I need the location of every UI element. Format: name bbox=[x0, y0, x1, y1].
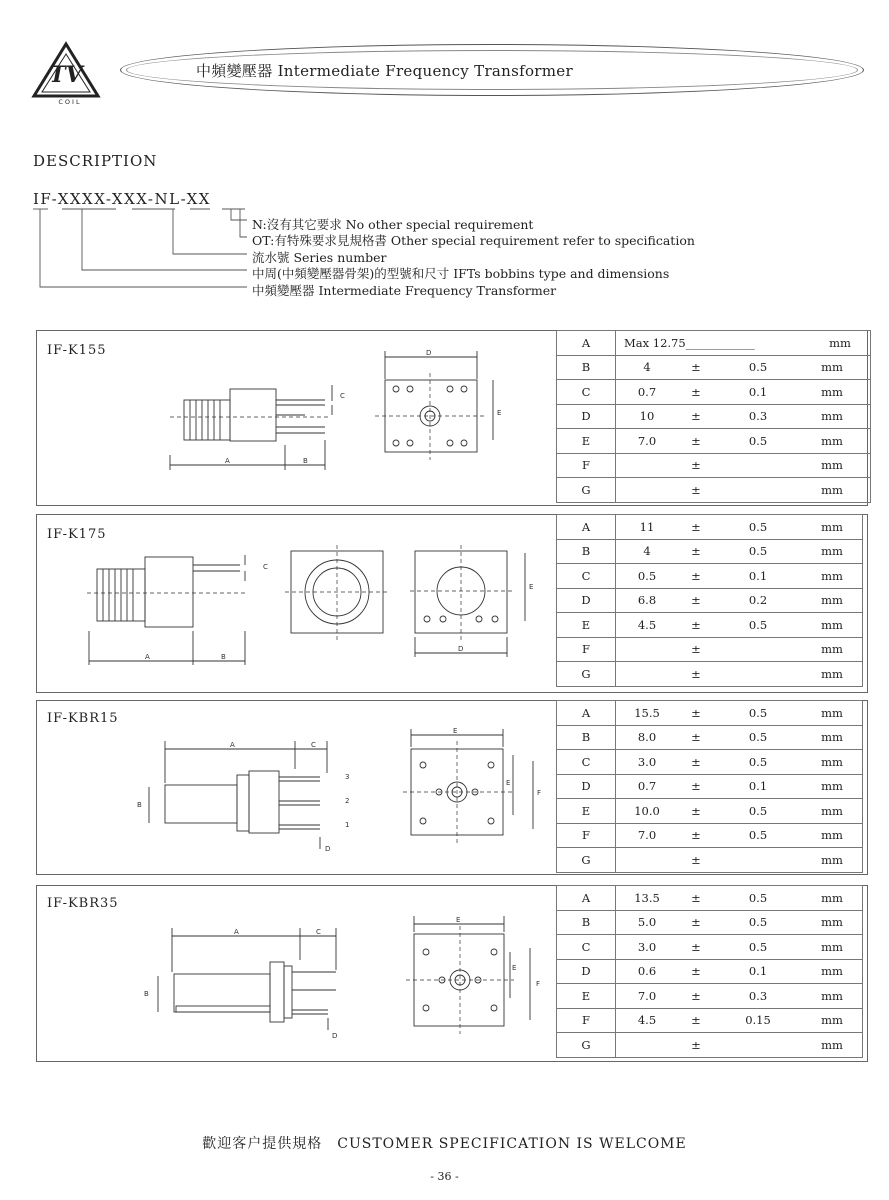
dim-max-value: Max 12.75____________ bbox=[624, 335, 755, 350]
dim-key: F bbox=[557, 637, 616, 662]
table-row bbox=[557, 984, 863, 1009]
dim-key: G bbox=[557, 662, 616, 687]
description-heading: DESCRIPTION bbox=[33, 152, 158, 170]
dim-label-e2: E bbox=[506, 779, 511, 787]
table-row bbox=[557, 823, 863, 848]
dim-unit: mm bbox=[821, 803, 843, 818]
table-row bbox=[557, 564, 863, 589]
footer-text: 歡迎客户提供規格 CUSTOMER SPECIFICATION IS WELCOME bbox=[202, 1136, 687, 1152]
dim-unit: mm bbox=[821, 544, 843, 559]
plus-minus: ± bbox=[691, 890, 701, 905]
dim-label-e: E bbox=[529, 583, 534, 591]
dim-key: F bbox=[557, 823, 616, 848]
table-row bbox=[557, 959, 863, 984]
dim-value: 10.0 bbox=[634, 803, 660, 818]
dim-tolerance: 0.5 bbox=[748, 915, 768, 930]
dim-key: G bbox=[557, 478, 616, 503]
dim-value: 0.7 bbox=[637, 779, 657, 794]
spec-table-kbr15 bbox=[556, 700, 863, 873]
dim-tolerance: 0.5 bbox=[748, 617, 768, 632]
dim-key: E bbox=[557, 799, 616, 824]
plus-minus: ± bbox=[691, 939, 701, 954]
product-label: IF-KBR15 bbox=[47, 711, 119, 726]
dim-tolerance: 0.5 bbox=[748, 705, 768, 720]
plus-minus: ± bbox=[691, 988, 701, 1003]
table-row bbox=[557, 1008, 863, 1033]
plus-minus: ± bbox=[691, 730, 701, 745]
table-row bbox=[557, 799, 863, 824]
dim-unit: mm bbox=[821, 890, 843, 905]
drawing-k155 bbox=[160, 345, 500, 480]
table-row bbox=[557, 355, 871, 380]
plus-minus: ± bbox=[691, 803, 701, 818]
plus-minus: ± bbox=[691, 360, 701, 375]
dim-label-c: C bbox=[316, 928, 321, 936]
dim-unit: mm bbox=[821, 1013, 843, 1028]
dim-key: E bbox=[557, 984, 616, 1009]
dim-tolerance: 0.5 bbox=[748, 433, 768, 448]
table-row bbox=[557, 515, 863, 540]
drawing-kbr15 bbox=[135, 725, 555, 855]
plus-minus: ± bbox=[691, 705, 701, 720]
dim-tolerance: 0.1 bbox=[748, 964, 768, 979]
plus-minus: ± bbox=[691, 642, 701, 657]
table-row bbox=[557, 588, 863, 613]
dim-unit: mm bbox=[821, 384, 843, 399]
dim-tolerance: 0.1 bbox=[748, 779, 768, 794]
dim-unit: mm bbox=[821, 433, 843, 448]
dim-label-d: D bbox=[325, 845, 331, 853]
dim-unit: mm bbox=[821, 915, 843, 930]
dim-label-a: A bbox=[230, 741, 235, 749]
dim-unit: mm bbox=[821, 642, 843, 657]
dim-key: A bbox=[557, 515, 616, 540]
dim-unit: mm bbox=[821, 519, 843, 534]
page-number: - 36 - bbox=[430, 1170, 459, 1183]
table-row bbox=[557, 613, 863, 638]
dim-key: C bbox=[557, 935, 616, 960]
dim-label-a: A bbox=[234, 928, 239, 936]
dim-value: 4.5 bbox=[637, 617, 657, 632]
dim-label-b: B bbox=[221, 653, 226, 661]
plus-minus: ± bbox=[691, 828, 701, 843]
table-row bbox=[557, 380, 871, 405]
dim-label-d: D bbox=[332, 1032, 338, 1040]
spec-table-k175 bbox=[556, 514, 863, 687]
product-label: IF-K175 bbox=[47, 527, 107, 542]
dim-tolerance: 0.5 bbox=[748, 939, 768, 954]
plus-minus: ± bbox=[691, 852, 701, 867]
table-row bbox=[557, 750, 863, 775]
dim-key: G bbox=[557, 1033, 616, 1058]
dim-label-e: E bbox=[453, 727, 458, 735]
plus-minus: ± bbox=[691, 1013, 701, 1028]
description-bracket-lines bbox=[0, 0, 889, 300]
table-row bbox=[557, 935, 863, 960]
dim-unit: mm bbox=[821, 779, 843, 794]
dim-unit: mm bbox=[821, 939, 843, 954]
table-row bbox=[557, 725, 863, 750]
dim-value: 3.0 bbox=[637, 754, 657, 769]
dim-key: F bbox=[557, 1008, 616, 1033]
plus-minus: ± bbox=[691, 754, 701, 769]
product-label: IF-KBR35 bbox=[47, 896, 119, 911]
part-code: IF-XXXX-XXX-NL-XX bbox=[33, 190, 211, 208]
desc-line-ot: OT:有特殊要求見規格書 Other special requirement refer to specification bbox=[252, 233, 695, 248]
dim-label-e2: E bbox=[512, 964, 517, 972]
dim-key: G bbox=[557, 848, 616, 873]
dim-key: A bbox=[557, 701, 616, 726]
dim-label-d: D bbox=[458, 645, 464, 653]
plus-minus: ± bbox=[691, 519, 701, 534]
dim-unit: mm bbox=[821, 666, 843, 681]
dim-value: 11 bbox=[639, 519, 655, 534]
dim-tolerance: 0.5 bbox=[748, 544, 768, 559]
dim-tolerance: 0.5 bbox=[748, 730, 768, 745]
plus-minus: ± bbox=[691, 593, 701, 608]
dim-key: D bbox=[557, 959, 616, 984]
dim-key: A bbox=[557, 331, 616, 356]
dim-key: C bbox=[557, 750, 616, 775]
plus-minus: ± bbox=[691, 544, 701, 559]
dim-label-f: F bbox=[537, 789, 542, 797]
table-row bbox=[557, 478, 871, 503]
dim-unit: mm bbox=[821, 617, 843, 632]
dim-key: D bbox=[557, 774, 616, 799]
table-row bbox=[557, 886, 863, 911]
dim-key: B bbox=[557, 539, 616, 564]
plus-minus: ± bbox=[691, 617, 701, 632]
desc-line-bobbin: 中周(中頻變壓器骨架)的型號和尺寸 IFTs bobbins type and dimensions bbox=[252, 266, 670, 281]
table-row bbox=[557, 453, 871, 478]
dim-value: 4 bbox=[643, 360, 651, 375]
table-row bbox=[557, 701, 863, 726]
page-title: 中頻變壓器 Intermediate Frequency Transformer bbox=[196, 62, 573, 80]
logo-text: TV bbox=[49, 62, 83, 88]
dim-value: 6.8 bbox=[637, 593, 657, 608]
dim-value: 0.5 bbox=[637, 568, 657, 583]
plus-minus: ± bbox=[691, 433, 701, 448]
plus-minus: ± bbox=[691, 964, 701, 979]
drawing-kbr35 bbox=[140, 912, 555, 1042]
dim-value: 4 bbox=[643, 544, 651, 559]
dim-value: 13.5 bbox=[634, 890, 660, 905]
table-row bbox=[557, 848, 863, 873]
dim-unit: mm bbox=[821, 730, 843, 745]
spec-table-kbr35 bbox=[556, 885, 863, 1058]
plus-minus: ± bbox=[691, 666, 701, 681]
table-row bbox=[557, 662, 863, 687]
dim-unit: mm bbox=[821, 705, 843, 720]
dim-label-c: C bbox=[311, 741, 316, 749]
dim-tolerance: 0.1 bbox=[748, 568, 768, 583]
dim-key: B bbox=[557, 725, 616, 750]
dim-unit: mm bbox=[821, 988, 843, 1003]
dim-unit: mm bbox=[821, 593, 843, 608]
plus-minus: ± bbox=[691, 384, 701, 399]
dim-key: A bbox=[557, 886, 616, 911]
dim-label-b: B bbox=[137, 801, 142, 809]
table-row bbox=[557, 910, 863, 935]
dim-label-c: C bbox=[263, 563, 268, 571]
dim-unit: mm bbox=[821, 828, 843, 843]
dim-unit: mm bbox=[821, 409, 843, 424]
dim-unit: mm bbox=[829, 335, 851, 350]
dim-label-c: C bbox=[340, 392, 345, 400]
dim-label-e: E bbox=[497, 409, 502, 417]
plus-minus: ± bbox=[691, 482, 701, 497]
drawing-k175 bbox=[85, 545, 555, 665]
dim-value: 4.5 bbox=[637, 1013, 657, 1028]
desc-line-n: N:沒有其它要求 No other special requirement bbox=[252, 217, 534, 232]
dim-label-b: B bbox=[144, 990, 149, 998]
dim-value: 7.0 bbox=[637, 988, 657, 1003]
plus-minus: ± bbox=[691, 915, 701, 930]
pin-label-2: 2 bbox=[345, 797, 350, 805]
dim-tolerance: 0.5 bbox=[748, 890, 768, 905]
dim-value: 7.0 bbox=[637, 433, 657, 448]
dim-unit: mm bbox=[821, 1037, 843, 1052]
dim-value: 10 bbox=[639, 409, 655, 424]
plus-minus: ± bbox=[691, 1037, 701, 1052]
plus-minus: ± bbox=[691, 458, 701, 473]
dim-unit: mm bbox=[821, 482, 843, 497]
desc-line-ift: 中頻變壓器 Intermediate Frequency Transformer bbox=[252, 283, 557, 298]
dim-label-a: A bbox=[225, 457, 230, 465]
dim-tolerance: 0.3 bbox=[748, 988, 768, 1003]
dim-key: B bbox=[557, 910, 616, 935]
dim-key: D bbox=[557, 404, 616, 429]
table-row bbox=[557, 1033, 863, 1058]
pin-label-1: 1 bbox=[345, 821, 350, 829]
dim-tolerance: 0.5 bbox=[748, 803, 768, 818]
dim-tolerance: 0.5 bbox=[748, 754, 768, 769]
dim-label-a: A bbox=[145, 653, 150, 661]
dim-tolerance: 0.5 bbox=[748, 519, 768, 534]
dim-key: C bbox=[557, 564, 616, 589]
table-row bbox=[557, 331, 871, 356]
dim-tolerance: 0.15 bbox=[745, 1013, 771, 1028]
dim-unit: mm bbox=[821, 852, 843, 867]
dim-value: 0.6 bbox=[637, 964, 657, 979]
logo-subtext: COIL bbox=[58, 98, 82, 106]
desc-line-series: 流水號 Series number bbox=[252, 250, 387, 265]
table-row bbox=[557, 539, 863, 564]
plus-minus: ± bbox=[691, 409, 701, 424]
dim-value: 7.0 bbox=[637, 828, 657, 843]
dim-value: 3.0 bbox=[637, 939, 657, 954]
dim-key: F bbox=[557, 453, 616, 478]
table-row bbox=[557, 429, 871, 454]
dim-unit: mm bbox=[821, 964, 843, 979]
table-row bbox=[557, 404, 871, 429]
dim-key: D bbox=[557, 588, 616, 613]
dim-unit: mm bbox=[821, 458, 843, 473]
dim-value: 5.0 bbox=[637, 915, 657, 930]
dim-label-b: B bbox=[303, 457, 308, 465]
dim-value: 15.5 bbox=[634, 705, 660, 720]
dim-value: 8.0 bbox=[637, 730, 657, 745]
dim-tolerance: 0.1 bbox=[748, 384, 768, 399]
dim-key: E bbox=[557, 613, 616, 638]
spec-table-k155 bbox=[556, 330, 871, 503]
dim-label-d: D bbox=[426, 349, 432, 357]
table-row bbox=[557, 637, 863, 662]
dim-key: E bbox=[557, 429, 616, 454]
pin-label-3: 3 bbox=[345, 773, 350, 781]
dim-unit: mm bbox=[821, 568, 843, 583]
dim-tolerance: 0.2 bbox=[748, 593, 768, 608]
dim-tolerance: 0.5 bbox=[748, 360, 768, 375]
dim-tolerance: 0.5 bbox=[748, 828, 768, 843]
plus-minus: ± bbox=[691, 568, 701, 583]
dim-label-e: E bbox=[456, 916, 461, 924]
dim-label-f: F bbox=[536, 980, 541, 988]
plus-minus: ± bbox=[691, 779, 701, 794]
dim-tolerance: 0.3 bbox=[748, 409, 768, 424]
dim-key: C bbox=[557, 380, 616, 405]
dim-value: 0.7 bbox=[637, 384, 657, 399]
table-row bbox=[557, 774, 863, 799]
dim-key: B bbox=[557, 355, 616, 380]
dim-unit: mm bbox=[821, 360, 843, 375]
product-label: IF-K155 bbox=[47, 343, 107, 358]
dim-unit: mm bbox=[821, 754, 843, 769]
